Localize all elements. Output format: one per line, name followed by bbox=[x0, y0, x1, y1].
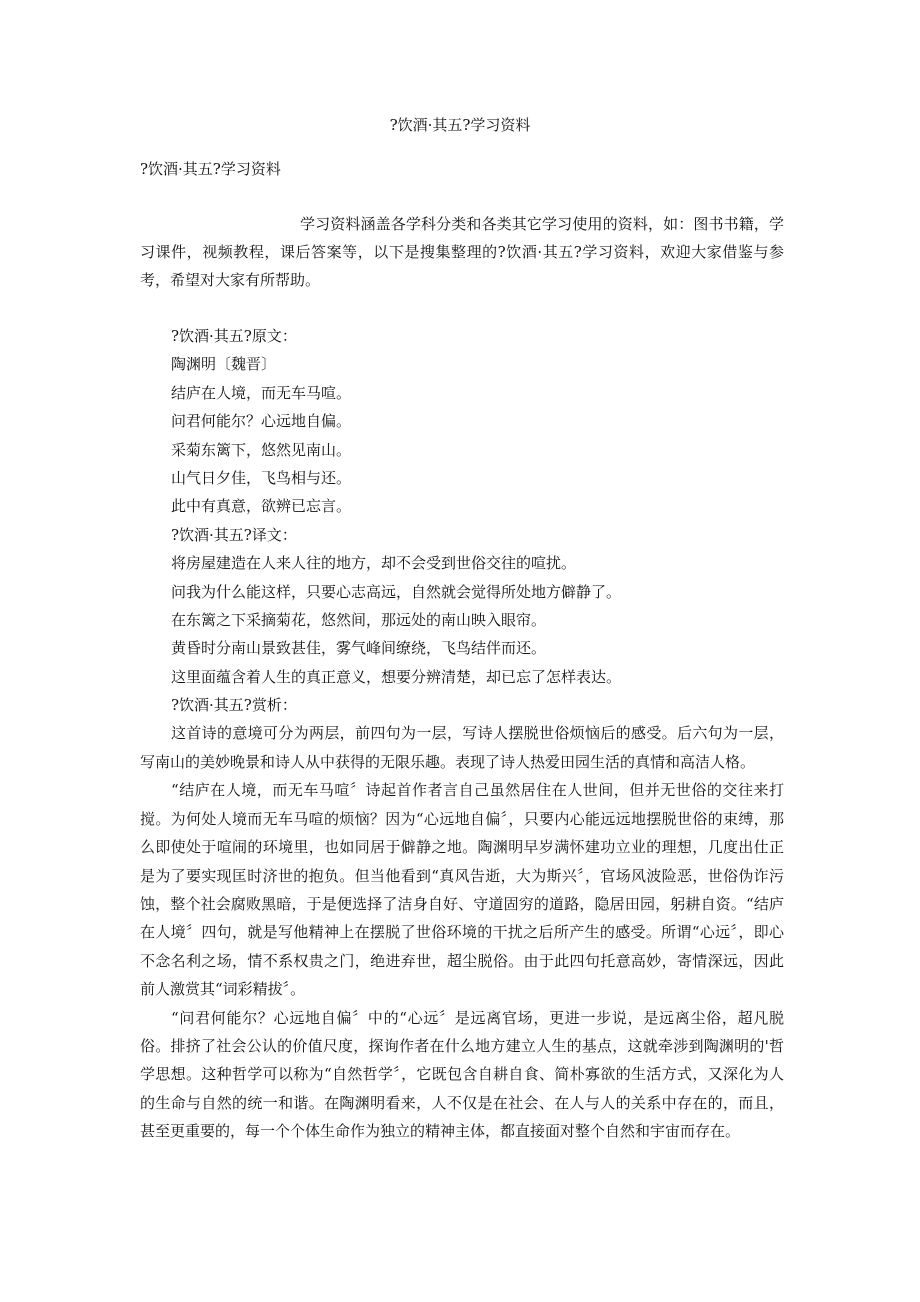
translation-line: 问我为什么能这样，只要心志高远，自然就会觉得所处地方僻静了。 bbox=[171, 582, 622, 601]
analysis-heading: ?饮酒·其五?赏析： bbox=[171, 696, 297, 715]
analysis-paragraph: “问君何能尔？心远地自偏〞中的“心远〞是远离官场，更进一步说，是远离尘俗，超凡脱俗。排挤了社会公认的价值尺度，探询作者在什么地方建立人生的基点，这就牵涉到陶渊明的'哲学思想。这种哲学可以称为“自然哲学〞，它既包含自耕自食、简朴寡欲的生活方式，又深化为人的生命与自然的统一和谐。在陶渊明看来，人不仅是在社会、在人与人的关系中存在的，而且，甚至更重要的，每一个个体生命作为独立的精神主体，都直接面对整个自然和宇宙而存在。 bbox=[140, 1008, 784, 1141]
original-heading: ?饮酒·其五?原文： bbox=[171, 327, 297, 345]
page-title: ?饮酒·其五?学习资料 bbox=[389, 116, 531, 134]
document-body bbox=[140, 322, 784, 1146]
poem-line: 山气日夕佳，飞鸟相与还。 bbox=[171, 468, 352, 487]
translation-line: 黄昏时分南山景致甚佳，雾气峰间缭绕，飞鸟结伴而还。 bbox=[171, 639, 547, 658]
poem-line: 结庐在人境，而无车马喧。 bbox=[171, 383, 352, 402]
translation-heading: ?饮酒·其五?译文： bbox=[171, 525, 297, 544]
analysis-paragraph: “结庐在人境，而无车马喧〞诗起首作者言自己虽然居住在人世间，但并无世俗的交往来打搅。为何处人境而无车马喧的烦恼？因为“心远地自偏〞，只要内心能远远地摆脱世俗的束缚，那么即使处于喧闹的环境里，也如同居于僻静之地。陶渊明早岁满怀建功立业的理想，几度出仕正是为了要实现匡时济世的抱负。但当他看到“真风告逝，大为斯兴〞，官场风波险恶，世俗伪诈污蚀，整个社会腐败黑暗，于是便选择了洁身自好、守道固穷的道路，隐居田园，躬耕自资。“结庐在人境〞四句，就是写他精神上在摆脱了世俗环境的干扰之后所产生的感受。所谓“心远〞，即心不念名利之场，情不系权贵之门，绝进弃世，超尘脱俗。由于此四句托意高妙，寄情深远，因此前人激赏其“词彩精拔〞。 bbox=[140, 781, 784, 999]
poem-line: 此中有真意，欲辨已忘言。 bbox=[171, 497, 352, 516]
translation-line: 在东篱之下采摘菊花，悠然间，那远处的南山映入眼帘。 bbox=[171, 610, 547, 629]
analysis-paragraph: 这首诗的意境可分为两层，前四句为一层，写诗人摆脱世俗烦恼后的感受。后六句为一层，写南山的美妙晚景和诗人从中获得的无限乐趣。表现了诗人热爱田园生活的真情和高洁人格。 bbox=[140, 724, 784, 771]
poem-line: 问君何能尔？心远地自偏。 bbox=[171, 412, 352, 431]
translation-line: 这里面蕴含着人生的真正意义，想要分辨清楚，却已忘了怎样表达。 bbox=[171, 667, 622, 686]
translation-line: 将房屋建造在人来人往的地方，却不会受到世俗交往的喧扰。 bbox=[171, 554, 577, 573]
document-subtitle: ?饮酒·其五?学习资料 bbox=[140, 160, 281, 178]
poem-line: 采菊东篱下，悠然见南山。 bbox=[171, 440, 352, 459]
poem-author: 陶渊明〔魏晋〕 bbox=[171, 355, 277, 374]
intro-paragraph: 学习资料涵盖各学科分类和各类其它学习使用的资料，如：图书书籍，学习课件，视频教程，课后答案等，以下是搜集整理的?饮酒·其五?学习资料，欢迎大家借鉴与参考，希望对大家有所帮助。 bbox=[140, 215, 784, 289]
